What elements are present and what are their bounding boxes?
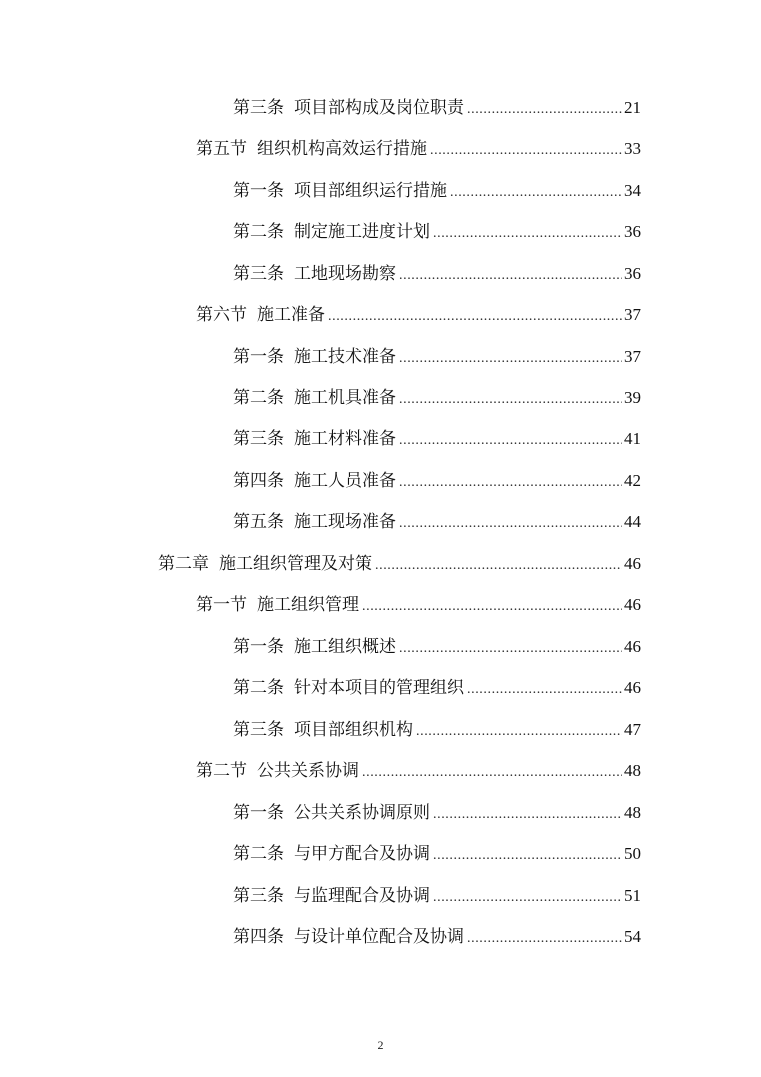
toc-entry-page: 50 [624, 844, 641, 863]
toc-entry-title: 制定施工进度计划 [294, 222, 430, 242]
toc-leader-dots [362, 593, 622, 621]
toc-entry-number: 第二条 [233, 222, 284, 242]
toc-entry-number: 第一条 [233, 181, 284, 201]
toc-entry-title: 公共关系协调原则 [294, 803, 430, 823]
toc-entry [233, 218, 641, 246]
toc-leader-dots [399, 510, 622, 538]
toc-entry-page: 37 [624, 305, 641, 324]
toc-entry-page: 46 [624, 554, 641, 573]
toc-entry-number: 第五条 [233, 512, 284, 532]
toc-leader-dots [467, 96, 622, 124]
page-number: 2 [377, 1038, 384, 1052]
toc-leader-dots [433, 842, 622, 870]
toc-entry-page: 48 [624, 761, 641, 780]
toc-leader-dots [375, 552, 622, 580]
toc-entry-number: 第一节 [196, 595, 247, 615]
toc-entry-title: 项目部构成及岗位职责 [294, 98, 464, 118]
toc-entry-number: 第四条 [233, 927, 284, 947]
toc-entry [233, 799, 641, 827]
toc-entry [196, 301, 641, 329]
toc-entry-number: 第二章 [158, 554, 209, 574]
toc-entry [233, 923, 641, 951]
toc-entry-number: 第五节 [196, 139, 247, 159]
toc-entry [196, 591, 641, 619]
toc-entry-title: 公共关系协调 [257, 761, 359, 781]
toc-entry-title: 针对本项目的管理组织 [294, 678, 464, 698]
toc-entry [233, 343, 641, 371]
toc-entry [233, 674, 641, 702]
toc-entry-title: 工地现场勘察 [294, 264, 396, 284]
toc-entry [233, 882, 641, 910]
toc-entry [233, 94, 641, 122]
toc-entry-title: 施工技术准备 [294, 347, 396, 367]
toc-entry [158, 550, 641, 578]
toc-entry-number: 第三条 [233, 720, 284, 740]
toc-entry-page: 39 [624, 388, 641, 407]
toc-entry-page: 36 [624, 222, 641, 241]
toc-entry-title: 施工准备 [257, 305, 325, 325]
toc-entry-number: 第六节 [196, 305, 247, 325]
toc-leader-dots [399, 345, 622, 373]
toc-leader-dots [450, 179, 622, 207]
toc-entry-number: 第四条 [233, 471, 284, 491]
toc-entry-number: 第一条 [233, 637, 284, 657]
toc-entry-page: 33 [624, 139, 641, 158]
toc-entry [233, 177, 641, 205]
toc-entry [233, 840, 641, 868]
toc-entry-number: 第二条 [233, 844, 284, 864]
toc-entry-page: 34 [624, 181, 641, 200]
toc-entry-page: 47 [624, 720, 641, 739]
toc-leader-dots [467, 925, 622, 953]
toc-entry-title: 施工机具准备 [294, 388, 396, 408]
toc-entry [233, 467, 641, 495]
toc-entry-title: 与甲方配合及协调 [294, 844, 430, 864]
toc-entry-number: 第三条 [233, 886, 284, 906]
toc-entry-page: 36 [624, 264, 641, 283]
toc-entry-page: 37 [624, 347, 641, 366]
toc-entry-title: 与设计单位配合及协调 [294, 927, 464, 947]
toc-leader-dots [433, 220, 622, 248]
toc-leader-dots [430, 137, 622, 165]
toc-entry [233, 260, 641, 288]
toc-entry-page: 46 [624, 637, 641, 656]
toc-entry-title: 项目部组织机构 [294, 720, 413, 740]
toc-entry-title: 项目部组织运行措施 [294, 181, 447, 201]
toc-entry [233, 425, 641, 453]
toc-entry [196, 757, 641, 785]
toc-entry-number: 第一条 [233, 803, 284, 823]
toc-entry-title: 施工组织管理及对策 [219, 554, 372, 574]
toc-entry [233, 384, 641, 412]
toc-entry-number: 第三条 [233, 264, 284, 284]
toc-leader-dots [399, 469, 622, 497]
toc-leader-dots [433, 884, 622, 912]
toc-entry [196, 135, 641, 163]
toc-entry-number: 第二条 [233, 388, 284, 408]
toc-leader-dots [433, 801, 622, 829]
toc-entry-number: 第二节 [196, 761, 247, 781]
toc-leader-dots [467, 676, 622, 704]
toc-leader-dots [399, 386, 622, 414]
toc-entry-page: 21 [624, 98, 641, 117]
toc-entry-title: 施工材料准备 [294, 429, 396, 449]
toc-entry [233, 633, 641, 661]
toc-leader-dots [328, 303, 622, 331]
toc-entry-title: 施工组织管理 [257, 595, 359, 615]
toc-leader-dots [399, 427, 622, 455]
toc-entry-title: 与监理配合及协调 [294, 886, 430, 906]
toc-entry-title: 施工组织概述 [294, 637, 396, 657]
toc-entry-title: 组织机构高效运行措施 [257, 139, 427, 159]
toc-entry-page: 42 [624, 471, 641, 490]
toc-entry-page: 46 [624, 678, 641, 697]
toc-entry-page: 54 [624, 927, 641, 946]
toc-entry-page: 48 [624, 803, 641, 822]
toc-entry-page: 51 [624, 886, 641, 905]
toc-entry-page: 46 [624, 595, 641, 614]
toc-leader-dots [362, 759, 622, 787]
toc-entry-number: 第二条 [233, 678, 284, 698]
toc-entry-title: 施工人员准备 [294, 471, 396, 491]
toc-entry-number: 第三条 [233, 98, 284, 118]
toc-leader-dots [399, 262, 622, 290]
toc-leader-dots [399, 635, 622, 663]
toc-entry-page: 44 [624, 512, 641, 531]
toc-entry-title: 施工现场准备 [294, 512, 396, 532]
toc-entry-number: 第三条 [233, 429, 284, 449]
toc-entry-page: 41 [624, 429, 641, 448]
toc-entry [233, 508, 641, 536]
toc-leader-dots [416, 718, 622, 746]
toc-entry [233, 716, 641, 744]
toc-entry-number: 第一条 [233, 347, 284, 367]
